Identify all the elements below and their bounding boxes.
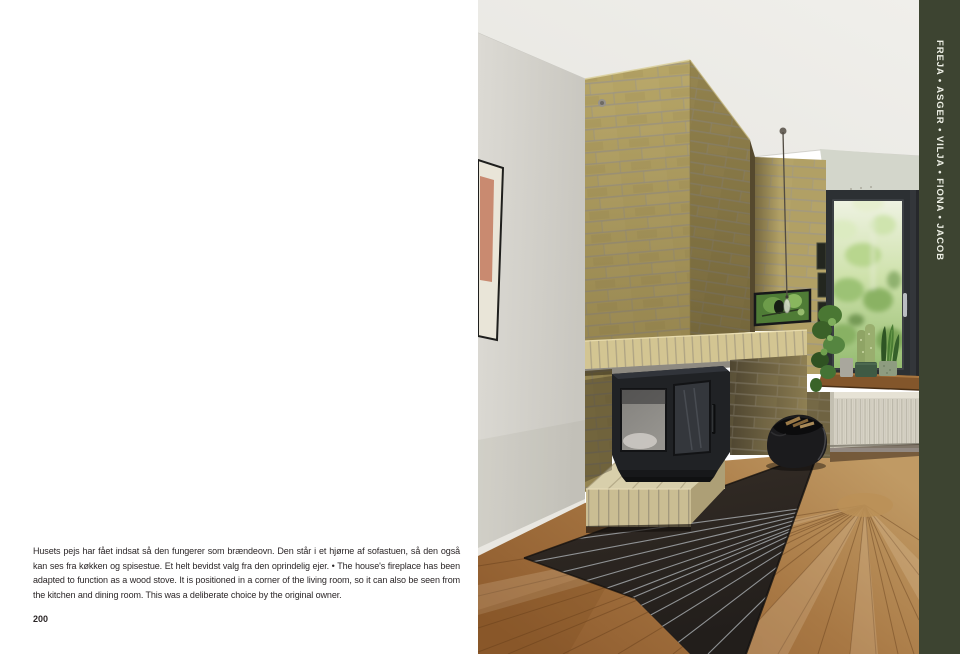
stove-glass: [621, 381, 710, 455]
photo-caption: Husets pejs har fået indsat så den fungerer som brændeovn. Den står i et hjørne af sofastuen, så den også kan ses fra køkken og spisestue. Et helt bevidst valg fra den oprindelig ejer. • The house's fireplace has been adapted to function as a wood stove. It is positioned in a corner of the living room, so it can also be seen from the kitchen and dining room. This was a deliberate choice by the original owner.: [33, 546, 460, 600]
window-wall: [820, 149, 919, 196]
ceiling-downlight: [598, 99, 606, 107]
chapter-names-label: FREJA • ASGER • VILJA • FIONA • JACOB: [934, 40, 945, 261]
fireplace-photo: [478, 0, 919, 654]
wood-stove: [585, 366, 730, 482]
page-number: 200: [33, 614, 49, 624]
radiator: [830, 392, 919, 462]
toucan-picture: [755, 290, 810, 325]
window-handle: [903, 293, 907, 317]
chapter-sidebar: [919, 0, 960, 654]
